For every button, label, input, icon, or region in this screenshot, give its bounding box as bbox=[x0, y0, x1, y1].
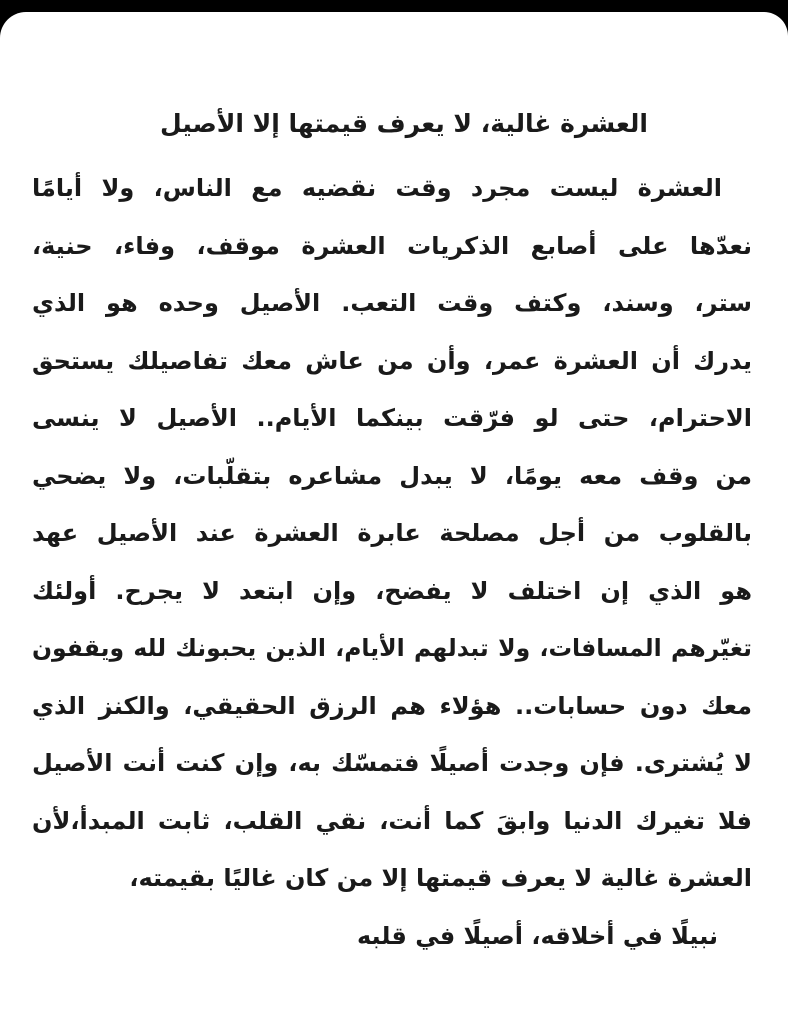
text-line: لا يُشترى. فإن وجدت أصيلًا فتمسّك به، وإن كنت أنت الأصيل bbox=[32, 749, 752, 777]
text-line: ستر، وسند، وكتف وقت التعب. الأصيل وحده هو الذي bbox=[32, 289, 752, 317]
text-line: نعدّها على أصابع الذكريات العشرة موقف، وفاء، حنية، bbox=[32, 231, 752, 260]
text-line: العشرة غالية لا يعرف قيمتها إلا من كان غاليًا بقيمته، bbox=[129, 864, 752, 892]
text-line: هو الذي إن اختلف لا يفضح، وإن ابتعد لا يجرح. أولئك bbox=[32, 576, 752, 605]
text-card bbox=[0, 12, 788, 1024]
quote-text bbox=[32, 104, 752, 965]
text-line: الاحترام، حتى لو فرّقت بينكما الأيام.. الأصيل لا ينسى bbox=[32, 404, 752, 432]
quote-title: العشرة غالية، لا يعرف قيمتها إلا الأصيل bbox=[160, 109, 648, 138]
text-line: تغيّرهم المسافات، ولا تبدلهم الأيام، الذين يحبونك لله ويقفون bbox=[32, 634, 752, 662]
text-line: من وقف معه يومًا، لا يبدل مشاعره بتقلّبات، ولا يضحي bbox=[32, 461, 752, 490]
text-line: بالقلوب من أجل مصلحة عابرة العشرة عند الأصيل عهد bbox=[32, 519, 752, 547]
text-line: فلا تغيرك الدنيا وابقَ كما أنت، نقي القلب، ثابت المبدأ،لأن bbox=[32, 806, 752, 835]
text-line: معك دون حسابات.. هؤلاء هم الرزق الحقيقي، والكنز الذي bbox=[32, 691, 752, 720]
text-line: العشرة ليست مجرد وقت نقضيه مع الناس، ولا أيامًا bbox=[32, 174, 722, 202]
text-line-closing: نبيلًا في أخلاقه، أصيلًا في قلبه bbox=[356, 921, 718, 950]
text-line: يدرك أن العشرة عمر، وأن من عاش معك تفاصيلك يستحق bbox=[32, 346, 752, 375]
